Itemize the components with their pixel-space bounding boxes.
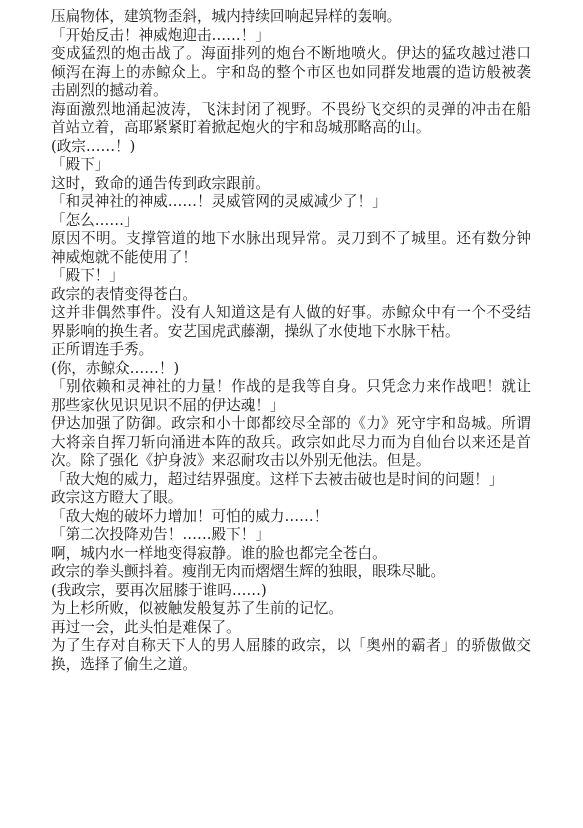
- inner-thought-line: (政宗……！): [51, 137, 136, 155]
- paragraph: 政宗的表情变得苍白。: [51, 285, 197, 303]
- paragraph: 啊，城内水一样地变得寂静。谁的脸也都完全苍白。: [51, 544, 387, 562]
- dialogue-line: 「敌大炮的破坏力增加！可怕的威力……！: [51, 507, 329, 525]
- paragraph: 这时，致命的通告传到政宗跟前。: [51, 174, 270, 192]
- paragraph: 伊达加强了防御。政宗和小十郎都绞尽全部的《力》死守宇和岛城。所谓大将亲自挥刀斩向涌进本阵的敌兵。政宗如此尽力而为自仙台以来还是首次。除了强化《护身波》来忍耐攻击以外别无他法。但是。: [51, 415, 531, 469]
- paragraph: 压扁物体，建筑物歪斜，城内持续回响起异样的轰响。: [51, 8, 402, 25]
- paragraph: 再过一会，此头怕是难保了。: [51, 618, 241, 636]
- paragraph: 这并非偶然事件。没有人知道这是有人做的好事。赤鲸众中有一个不受结界影响的换生者。安艺国虎武藤潮，操纵了水使地下水脉干枯。: [51, 304, 531, 340]
- paragraph: 原因不明。支撑管道的地下水脉出现异常。灵刀到不了城里。还有数分钟神威炮就不能使用了！: [51, 230, 531, 266]
- dialogue-line: 「殿下！」: [51, 267, 124, 284]
- paragraph: 正所谓连手秀。: [51, 341, 154, 358]
- paragraph: 变成猛烈的炮击战了。海面排列的炮台不断地喷火。伊达的猛攻越过港口倾泻在海上的赤鲸众上。宇和岛的整个市区也如同群发地震的造访般被袭击剧烈的撼动着。: [51, 45, 531, 99]
- dialogue-line: 「怎么……」: [51, 211, 139, 229]
- dialogue-line: 「别依赖和灵神社的力量！作战的是我等自身。只凭念力来作战吧！就让那些家伙见识见识不屈的伊达魂！」: [51, 378, 531, 414]
- dialogue-line: 「开始反击！神威炮迎击……！」: [51, 26, 270, 44]
- dialogue-line: 「殿下」: [51, 156, 110, 173]
- paragraph: 为了生存对自称天下人的男人屈膝的政宗，以「奥州的霸者」的骄傲做交换，选择了偷生之道。: [51, 637, 531, 673]
- paragraph: 政宗这方瞪大了眼。: [51, 489, 183, 506]
- paragraph: 海面激烈地涌起波涛，飞沫封闭了视野。不畏纷飞交织的灵弹的冲击在船首站立着，高耶紧紧盯着掀起炮火的宇和岛城那略高的山。: [51, 100, 531, 136]
- dialogue-line: 「和灵神社的神威……！灵威管网的灵威减少了！」: [51, 193, 387, 210]
- novel-page: [51, 8, 531, 674]
- inner-thought-line: (你，赤鲸众……！): [51, 359, 180, 377]
- inner-thought-line: (我政宗，要再次屈膝于谁吗……): [51, 581, 267, 599]
- dialogue-line: 「第二次投降劝告！……殿下！」: [51, 526, 270, 543]
- paragraph: 政宗的拳头颤抖着。瘦削无肉而熠熠生辉的独眼，眼珠尽眦。: [51, 563, 446, 580]
- dialogue-line: 「敌大炮的威力，超过结界强度。这样下去被击破也是时间的问题！」: [51, 470, 504, 488]
- paragraph: 为上杉所败，似被触发般复苏了生前的记忆。: [51, 600, 343, 617]
